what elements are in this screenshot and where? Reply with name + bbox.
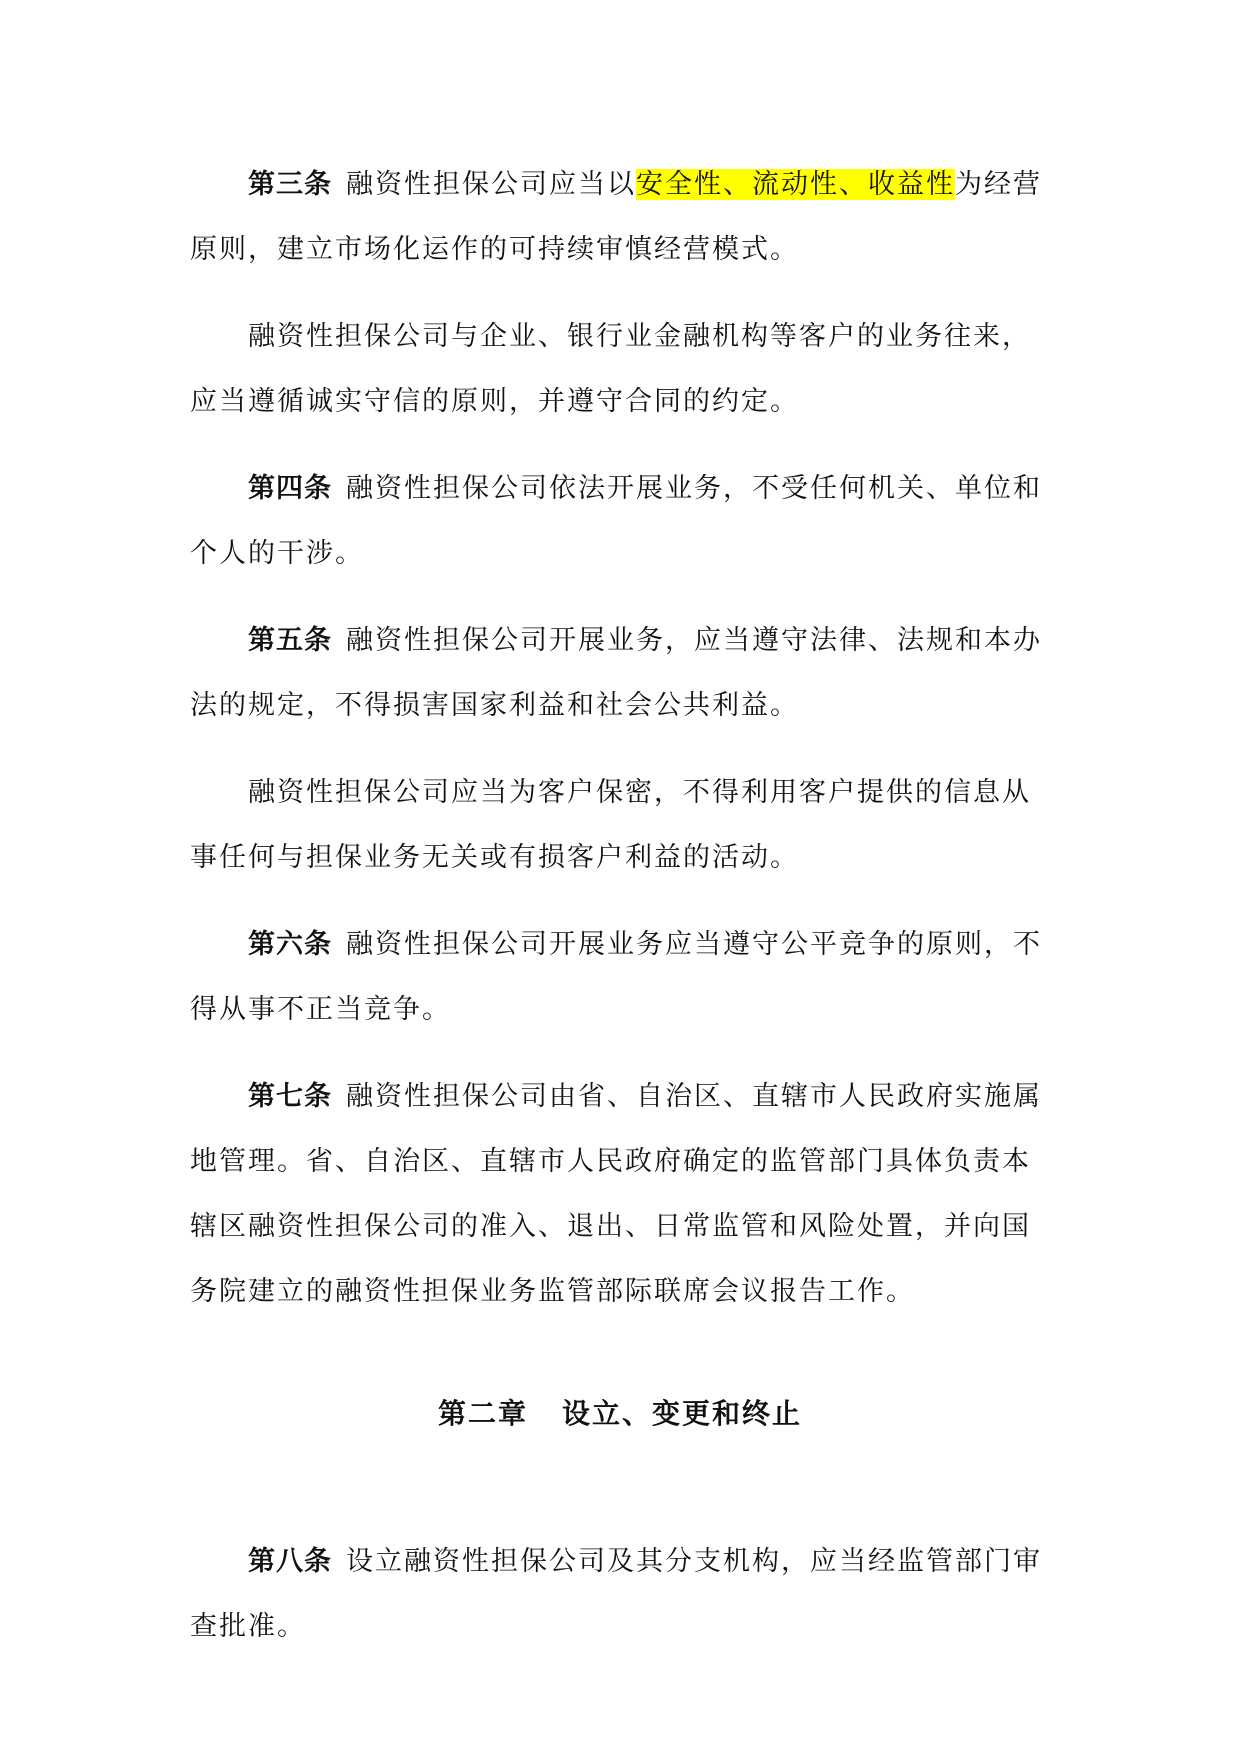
article-6 (190, 912, 1050, 1042)
article-7 (190, 1064, 1050, 1324)
article-text: 融资性担保公司依法开展业务，不受任何机关、单位和个人的干涉。 (190, 473, 1042, 569)
chapter-title: 设立、变更和终止 (562, 1397, 803, 1430)
chapter-number: 第二章 (437, 1397, 528, 1430)
article-3 (190, 152, 1050, 282)
article-8 (190, 1529, 1050, 1659)
article-4 (190, 456, 1050, 586)
article-3-paragraph-2 (190, 304, 1050, 434)
article-text: 融资性担保公司开展业务应当遵守公平竞争的原则，不得从事不正当竞争。 (190, 929, 1042, 1025)
article-text: 为经营原则，建立市场化运作的可持续审慎经营模式。 (190, 169, 1042, 265)
highlighted-text: 安全性、流动性、收益性 (636, 169, 955, 200)
article-5-paragraph-2 (190, 760, 1050, 890)
document-body (190, 152, 1050, 1681)
article-text: 融资性担保公司开展业务，应当遵守法律、法规和本办法的规定，不得损害国家利益和社会公共利益。 (190, 625, 1042, 721)
article-text: 融资性担保公司由省、自治区、直辖市人民政府实施属地管理。省、自治区、直辖市人民政府确定的监管部门具体负责本辖区融资性担保公司的准入、退出、日常监管和风险处置，并向国务院建立的融资性担保业务监管部际联席会议报告工作。 (190, 1081, 1042, 1307)
article-label: 第五条 (248, 625, 332, 656)
article-label: 第三条 (248, 169, 332, 200)
article-label: 第七条 (248, 1081, 332, 1112)
article-5 (190, 608, 1050, 738)
article-text: 设立融资性担保公司及其分支机构，应当经监管部门审查批准。 (190, 1546, 1042, 1642)
article-text: 融资性担保公司应当以 (346, 169, 636, 200)
paragraph-text: 融资性担保公司与企业、银行业金融机构等客户的业务往来，应当遵循诚实守信的原则，并遵守合同的约定。 (190, 321, 1031, 417)
article-label: 第四条 (248, 473, 332, 504)
chapter-heading (190, 1394, 1050, 1434)
article-label: 第八条 (248, 1546, 332, 1577)
paragraph-text: 融资性担保公司应当为客户保密，不得利用客户提供的信息从事任何与担保业务无关或有损客户利益的活动。 (190, 777, 1031, 873)
article-label: 第六条 (248, 929, 332, 960)
